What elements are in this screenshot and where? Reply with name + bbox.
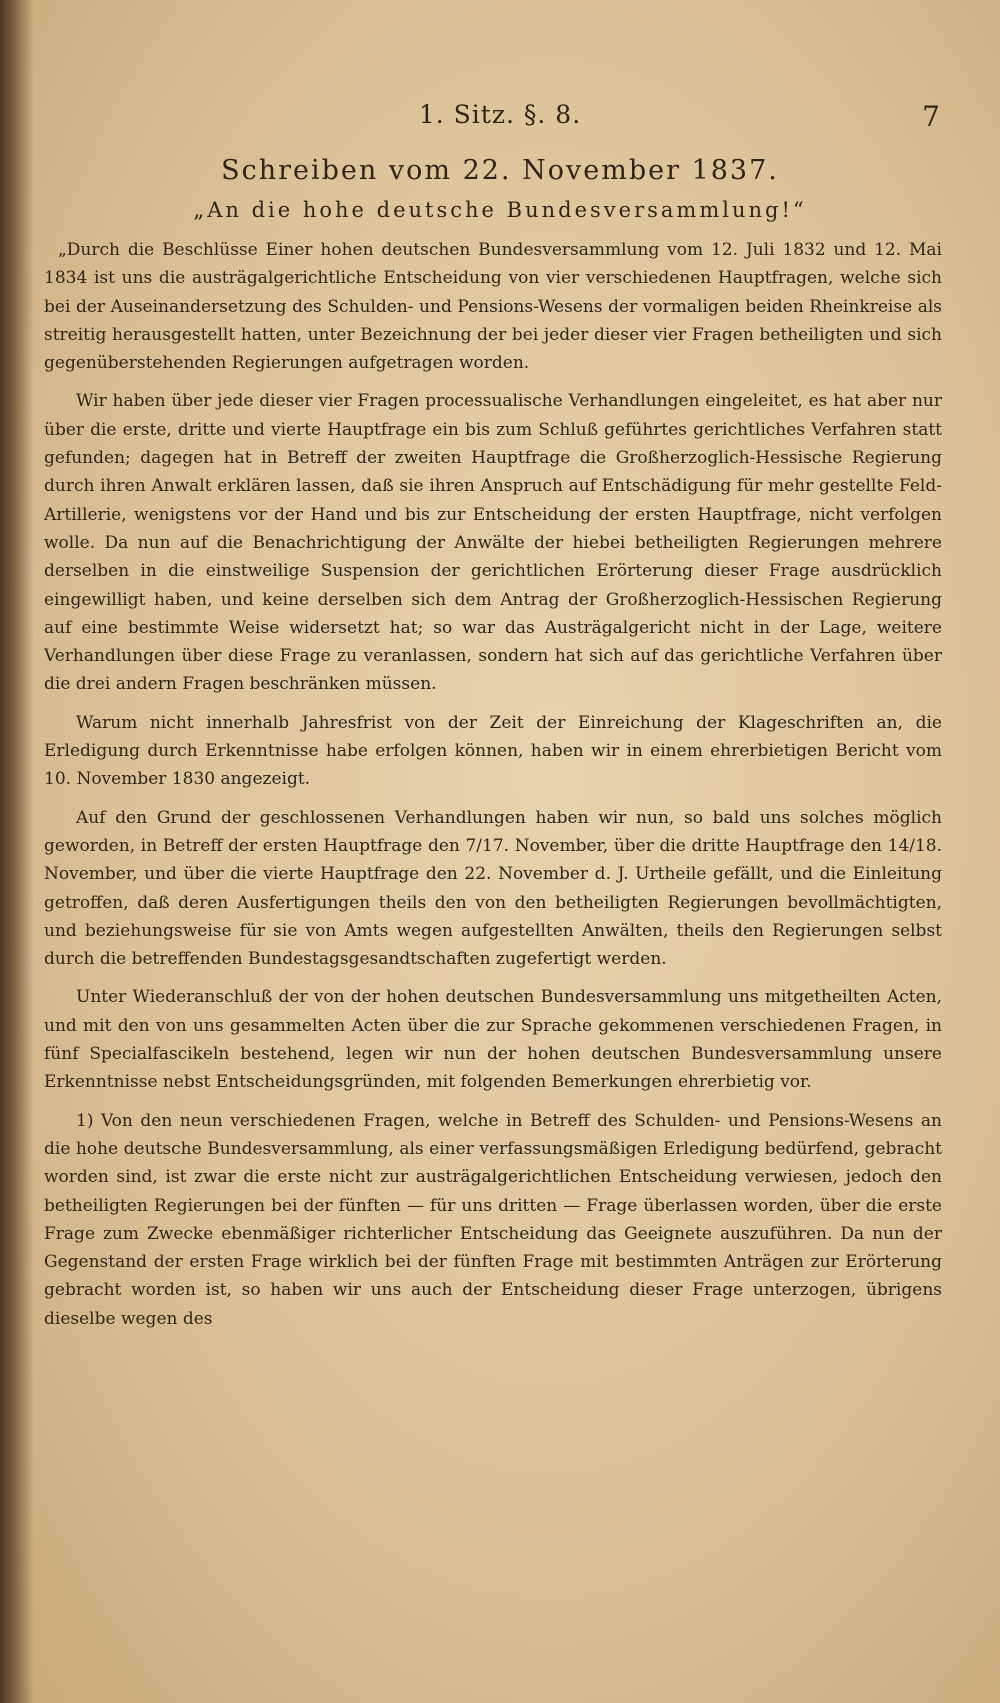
binding-shadow [0,0,34,1703]
paragraph-5: Unter Wiederanschluß der von der hohen deutschen Bundesversammlung uns mitgetheilten Acten, und mit den von uns gesammelten Acten über die zur Sprache gekommenen verschiedenen Fragen, in fünf Specialfascikeln bestehend, legen wir nun der hohen deutschen Bundesversammlung unsere Erkenntnisse nebst Entscheidungsgründen, mit folgenden Bemerkungen ehrerbietig vor. [44,987,942,1093]
paragraph-2: Wir haben über jede dieser vier Fragen processualische Verhandlungen eingeleitet, es hat aber nur über die erste, dritte und vierte Hauptfrage ein bis zum Schluß geführtes gerichtliches Verfahren statt gefunden; dagegen hat in Betreff der zweiten Hauptfrage die Großherzoglich-Hessische Regierung durch ihren Anwalt erklären lassen, daß sie ihren Anspruch auf Entschädigung für mehr gestellte Feld-Artillerie, wenigstens vor der Hand und bis zur Entscheidung der ersten Hauptfrage, nicht verfolgen wolle. Da nun auf die Benachrichtigung der Anwälte der hiebei betheiligten Regierungen mehrere derselben in die einstweilige Suspension der gerichtlichen Erörterung dieser Frage ausdrücklich eingewilligt haben, und keine derselben sich dem Antrag der Großherzoglich-Hessischen Regierung auf eine bestimmte Weise widersetzt hat; so war das Austrägalgericht nicht in der Lage, weitere Verhandlungen über diese Frage zu veranlassen, sondern hat sich auf das gerichtliche Verfahren über die drei andern Fragen beschränken müssen. [44,391,942,695]
section-reference: 1. Sitz. §. 8. [418,100,582,129]
paragraph-6: 1) Von den neun verschiedenen Fragen, welche in Betreff des Schulden- und Pensions-Wesens an die hohe deutsche Bundesversammlung, als einer verfassungsmäßigen Erledigung bedürfend, gebracht worden sind, ist zwar die erste nicht zur austrägalgerichtlichen Entscheidung verwiesen, jedoch den betheiligten Regierungen bei der fünften — für uns dritten — Frage überlassen worden, über die erste Frage zum Zwecke ebenmäßiger richterlicher Entscheidung das Geeignete auszuführen. Da nun der Gegenstand der ersten Frage wirklich bei der fünften Frage mit bestimmten Anträgen zur Erörterung gebracht worden ist, so haben wir uns auch der Entscheidung dieser Frage unterzogen, übrigens dieselbe wegen des [44,1110,942,1329]
body-text [44,236,942,1343]
paragraph-1: „Durch die Beschlüsse Einer hohen deutschen Bundesversammlung vom 12. Juli 1832 und 12. Mai 1834 ist uns die austrägalgerichtliche Entscheidung von vier verschiedenen Hauptfragen, welche sich bei der Auseinandersetzung des Schulden- und Pensions-Wesens der vormaligen beiden Rheinkreise als streitig herausgestellt hatten, unter Bezeichnung der bei jeder dieser vier Fragen betheiligten und sich gegenüberstehenden Regierungen aufgetragen worden. [44,240,942,374]
paragraph-3: Warum nicht innerhalb Jahresfrist von der Zeit der Einreichung der Klageschriften an, die Erledigung durch Erkenntnisse habe erfolgen können, haben wir in einem ehrerbietigen Bericht vom 10. November 1830 angezeigt. [44,712,942,790]
letter-address: „An die hohe deutsche Bundesversammlung!“ [193,198,807,222]
running-head [0,100,1000,140]
page-number: 7 [922,100,940,133]
letter-title: Schreiben vom 22. November 1837. [221,155,779,186]
paragraph-4: Auf den Grund der geschlossenen Verhandlungen haben wir nun, so bald uns solches möglich geworden, in Betreff der ersten Hauptfrage den 7/17. November, über die dritte Hauptfrage den 14/18. November, und über die vierte Hauptfrage den 22. November d. J. Urtheile gefällt, und die Einleitung getroffen, daß deren Ausfertigungen theils den von den betheiligten Regierungen bevollmächtigten, und beziehungsweise für sie von Amts wegen aufgestellten Anwälten, theils den Regierungen selbst durch die betreffenden Bundestagsgesandtschaften zugefertigt werden. [44,807,942,970]
